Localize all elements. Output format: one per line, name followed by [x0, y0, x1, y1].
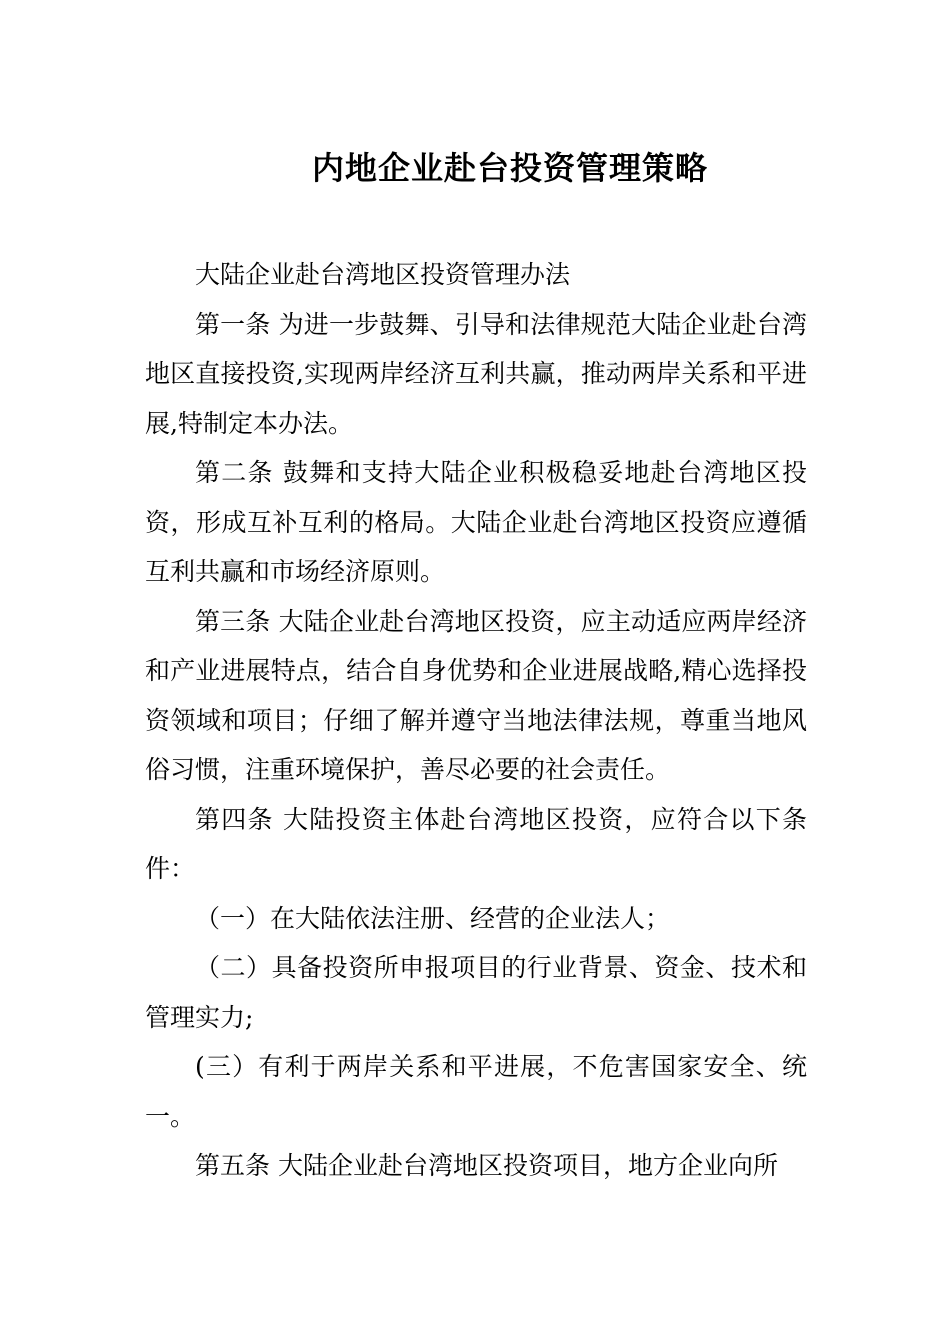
document-body — [145, 250, 807, 1191]
paragraph-condition-3: (三）有利于两岸关系和平进展，不危害国家安全、统一。 — [145, 1052, 807, 1131]
paragraph-article-1: 第一条 为进一步鼓舞、引导和法律规范大陆企业赴台湾地区直接投资,实现两岸经济互利共赢，推动两岸关系和平进展,特制定本办法。 — [145, 309, 807, 438]
paragraph-condition-1: （一）在大陆依法注册、经营的企业法人； — [195, 903, 671, 933]
paragraph-article-5: 第五条 大陆企业赴台湾地区投资项目，地方企业向所 — [195, 1151, 778, 1180]
paragraph-heading: 大陆企业赴台湾地区投资管理办法 — [195, 260, 571, 289]
paragraph-condition-2: （二）具备投资所申报项目的行业背景、资金、技术和管理实力; — [145, 953, 807, 1032]
paragraph-article-2: 第二条 鼓舞和支持大陆企业积极稳妥地赴台湾地区投资，形成互补互利的格局。大陆企业赴台湾地区投资应遵循互利共赢和市场经济原则。 — [145, 458, 807, 586]
paragraph-article-4: 第四条 大陆投资主体赴台湾地区投资，应符合以下条件： — [145, 804, 807, 883]
document-title: 内地企业赴台投资管理策略 — [311, 149, 708, 187]
paragraph-article-3: 第三条 大陆企业赴台湾地区投资，应主动适应两岸经济和产业进展特点，结合自身优势和企业进展战略,精心选择投资领域和项目；仔细了解并遵守当地法律法规，尊重当地风俗习惯，注重环境保护，善尽必要的社会责任。 — [145, 606, 807, 784]
